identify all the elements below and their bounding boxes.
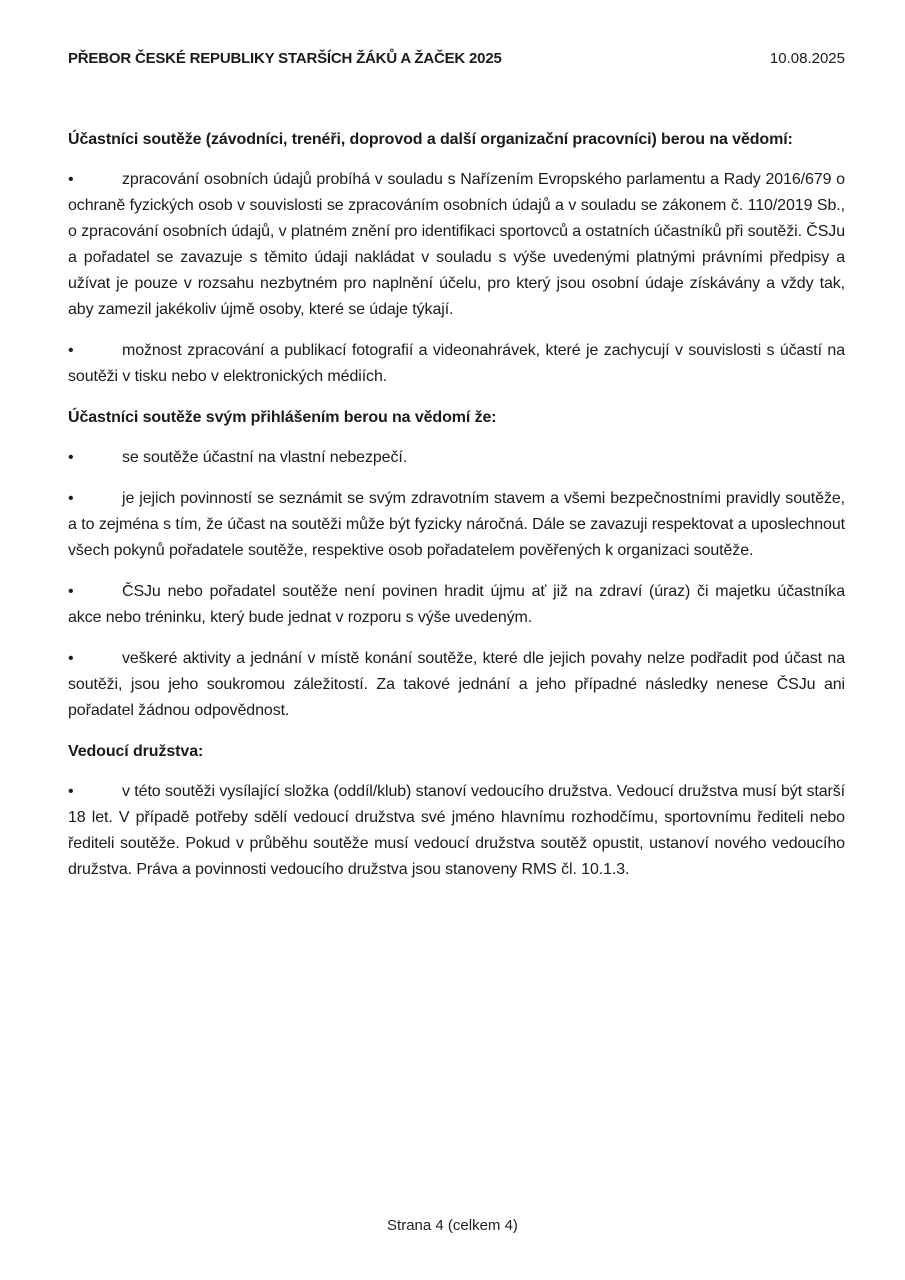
bullet-icon: • xyxy=(68,171,74,188)
bullet-paragraph-health-safety xyxy=(68,486,845,564)
bullet-paragraph-gdpr xyxy=(68,167,845,323)
bullet-paragraph-media xyxy=(68,338,845,390)
bullet-paragraph-liability xyxy=(68,579,845,631)
bullet-icon: • xyxy=(68,783,74,800)
bullet-text: veškeré aktivity a jednání v místě konání soutěže, které dle jejich povahy nelze podřadit pod účast na soutěži, jsou jeho soukromou záležitostí. Za takové jednání a jeho případné následky nenese ČSJu ani pořadatel žádnou odpovědnost. xyxy=(68,650,845,719)
bullet-icon: • xyxy=(68,650,74,667)
section-heading-team-leader: Vedoucí družstva: xyxy=(68,743,204,760)
document-date: 10.08.2025 xyxy=(769,50,845,67)
bullet-text: zpracování osobních údajů probíhá v souladu s Nařízením Evropského parlamentu a Rady 2016/679 o ochraně fyzických osob v souvislosti se zpracováním osobních údajů a v souladu se zákonem č. 110/2019 Sb., o zpracování osobních údajů, v platném znění pro identifikaci sportovců a ostatních účastníků při soutěži. ČSJu a pořadatel se zavazuje s těmito údaji nakládat v souladu s výše uvedenými platnými právními předpisy a užívat je pouze v rozsahu nezbytném pro naplnění účelu, pro který jsou osobní údaje získávány a vždy tak, aby zamezil jakékoliv újmě osoby, které se údaje týkají. xyxy=(68,171,845,318)
document-header xyxy=(68,50,845,67)
bullet-text: ČSJu nebo pořadatel soutěže není povinen hradit újmu ať již na zdraví (úraz) či majetku účastníka akce nebo tréninku, který bude jednat v rozporu s výše uvedeným. xyxy=(68,583,845,626)
bullet-paragraph-private-activities xyxy=(68,646,845,724)
bullet-icon: • xyxy=(68,342,74,359)
bullet-paragraph-team-leader-rules xyxy=(68,779,845,883)
bullet-text: se soutěže účastní na vlastní nebezpečí. xyxy=(122,449,408,466)
bullet-text: možnost zpracování a publikací fotografií a videonahrávek, které je zachycují v souvislosti s účastí na soutěži v tisku nebo v elektronických médiích. xyxy=(68,342,845,385)
document-title: PŘEBOR ČESKÉ REPUBLIKY STARŠÍCH ŽÁKŮ A ŽAČEK 2025 xyxy=(68,50,502,67)
page-number-footer: Strana 4 (celkem 4) xyxy=(387,1217,518,1234)
section-heading-participants-notice: Účastníci soutěže (závodníci, trenéři, doprovod a další organizační pracovníci) berou na vědomí: xyxy=(68,131,793,148)
bullet-text: je jejich povinností se seznámit se svým zdravotním stavem a všemi bezpečnostními pravidly soutěže, a to zejména s tím, že účast na soutěži může být fyzicky náročná. Dále se zavazuji respektovat a uposlechnout všech pokynů pořadatele soutěže, respektive osob pořadatelem pověřených k organizaci soutěže. xyxy=(68,490,845,559)
bullet-icon: • xyxy=(68,490,74,507)
bullet-icon: • xyxy=(68,583,74,600)
section-heading-registration-notice: Účastníci soutěže svým přihlášením berou na vědomí že: xyxy=(68,409,497,426)
bullet-icon: • xyxy=(68,449,74,466)
bullet-text: v této soutěži vysílající složka (oddíl/klub) stanoví vedoucího družstva. Vedoucí družstva musí být starší 18 let. V případě potřeby sdělí vedoucí družstva své jméno hlavnímu rozhodčímu, sportovnímu řediteli nebo řediteli soutěže. Pokud v průběhu soutěže musí vedoucí družstva soutěž opustit, ustanoví nového vedoucího družstva. Práva a povinnosti vedoucího družstva jsou stanoveny RMS čl. 10.1.3. xyxy=(68,783,845,878)
bullet-paragraph-own-risk xyxy=(68,445,845,471)
